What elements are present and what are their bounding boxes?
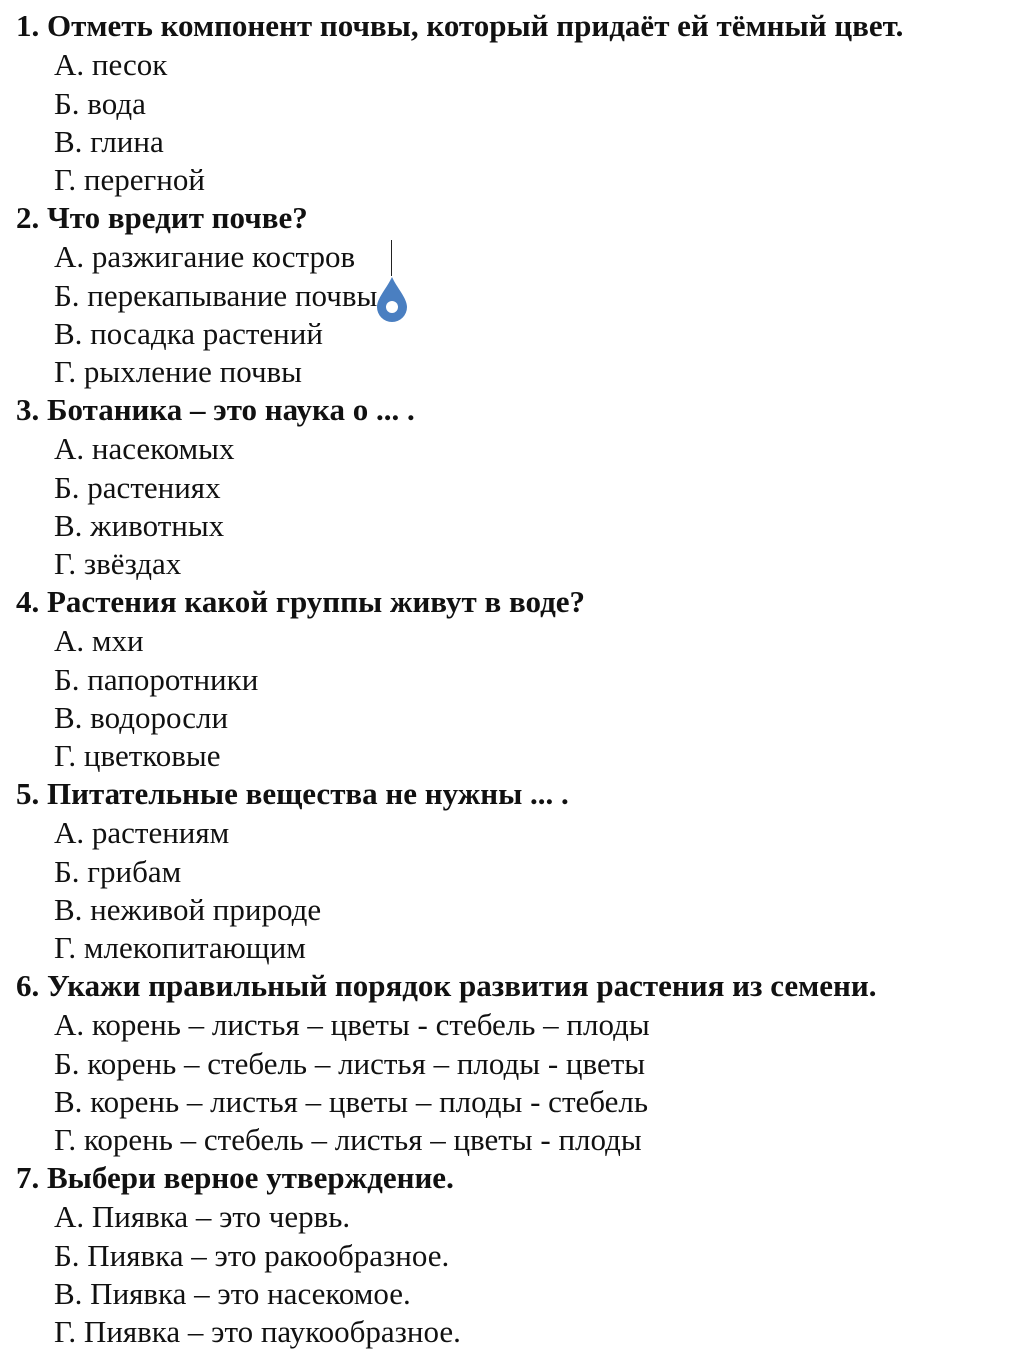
question-5-title: 5. Питательные вещества не нужны ... . bbox=[16, 776, 569, 811]
question-3-option-b[interactable]: Б. растениях bbox=[54, 470, 221, 505]
question-6-option-c[interactable]: В. корень – листья – цветы – плоды - стебель bbox=[54, 1084, 648, 1119]
question-6-option-a[interactable]: А. корень – листья – цветы - стебель – плоды bbox=[54, 1007, 650, 1042]
question-4-option-c[interactable]: В. водоросли bbox=[54, 700, 229, 735]
question-1-title: 1. Отметь компонент почвы, который придаёт ей тёмный цвет. bbox=[16, 8, 904, 43]
question-3-option-a[interactable]: А. насекомых bbox=[54, 431, 235, 466]
question-5-option-c[interactable]: В. неживой природе bbox=[54, 892, 322, 927]
question-7-option-d[interactable]: Г. Пиявка – это паукообразное. bbox=[54, 1314, 461, 1349]
question-2-option-c[interactable]: В. посадка растений bbox=[54, 316, 323, 351]
question-6-option-d[interactable]: Г. корень – стебель – листья – цветы - плоды bbox=[54, 1122, 642, 1157]
question-7-option-a[interactable]: А. Пиявка – это червь. bbox=[54, 1199, 351, 1234]
question-7-option-b[interactable]: Б. Пиявка – это ракообразное. bbox=[54, 1238, 450, 1273]
question-2-title: 2. Что вредит почве? bbox=[16, 200, 308, 235]
question-5-option-a[interactable]: А. растениям bbox=[54, 815, 230, 850]
question-4-option-a[interactable]: А. мхи bbox=[54, 623, 144, 658]
question-3-option-d[interactable]: Г. звёздах bbox=[54, 546, 182, 581]
question-4-option-b[interactable]: Б. папоротники bbox=[54, 662, 259, 697]
question-2-option-a[interactable]: А. разжигание костров bbox=[54, 239, 356, 274]
question-7-title: 7. Выбери верное утверждение. bbox=[16, 1160, 454, 1195]
question-6-title: 6. Укажи правильный порядок развития растения из семени. bbox=[16, 968, 877, 1003]
question-5-option-d[interactable]: Г. млекопитающим bbox=[54, 930, 306, 965]
question-1-option-d[interactable]: Г. перегной bbox=[54, 162, 205, 197]
question-1-option-a[interactable]: А. песок bbox=[54, 47, 168, 82]
text-cursor bbox=[391, 240, 392, 276]
question-4-option-d[interactable]: Г. цветковые bbox=[54, 738, 221, 773]
question-3-option-c[interactable]: В. животных bbox=[54, 508, 225, 543]
question-1-option-b[interactable]: Б. вода bbox=[54, 86, 146, 121]
question-5-option-b[interactable]: Б. грибам bbox=[54, 854, 182, 889]
question-1-option-c[interactable]: В. глина bbox=[54, 124, 164, 159]
question-3-title: 3. Ботаника – это наука о ... . bbox=[16, 392, 415, 427]
text-selection-handle-icon[interactable] bbox=[375, 276, 409, 324]
question-4-title: 4. Растения какой группы живут в воде? bbox=[16, 584, 586, 619]
question-2-option-b[interactable]: Б. перекапывание почвы bbox=[54, 278, 378, 313]
question-7-option-c[interactable]: В. Пиявка – это насекомое. bbox=[54, 1276, 411, 1311]
question-6-option-b[interactable]: Б. корень – стебель – листья – плоды - цветы bbox=[54, 1046, 646, 1081]
question-2-option-d[interactable]: Г. рыхление почвы bbox=[54, 354, 303, 389]
